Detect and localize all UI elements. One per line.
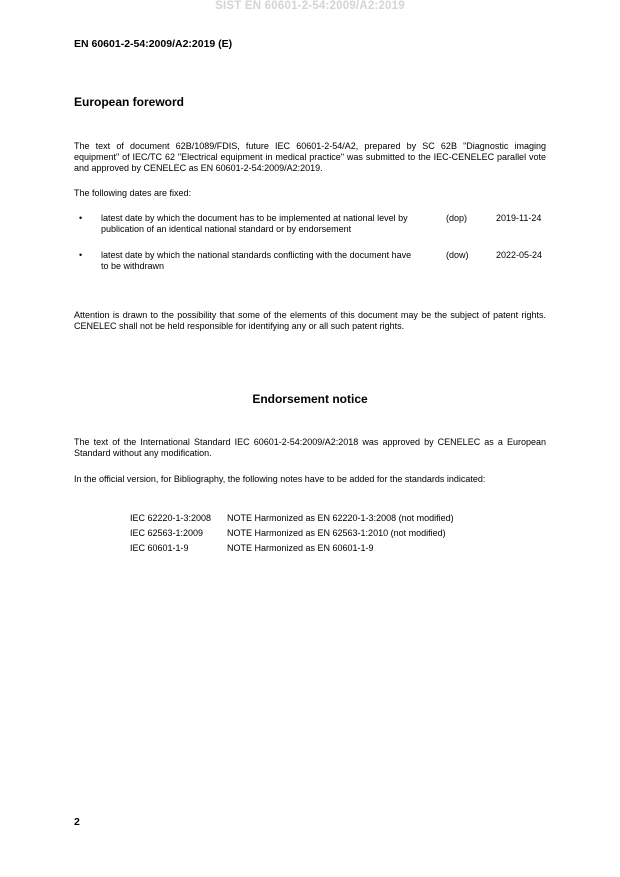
note-standard-ref: IEC 60601-1-9 xyxy=(130,543,189,553)
foreword-intro: The text of document 62B/1089/FDIS, future IEC 60601-2-54/A2, prepared by SC 62B "Diagnostic imaging equipment" of IEC/TC 62 "Electrical equipment in medical practice" was submitted to the IEC-CENELEC parallel vote and approved by CENELEC as EN 60601-2-54:2009/A2:2019. xyxy=(74,141,546,174)
date-item-text: latest date by which the document has to be implemented at national level by publication of an identical national standard or by endorsement xyxy=(101,213,408,234)
document-id: EN 60601-2-54:2009/A2:2019 (E) xyxy=(74,38,233,50)
endorsement-text: The text of the International Standard IEC 60601-2-54:2009/A2:2018 was approved by CENELEC as a European Standard without any modification. xyxy=(74,437,546,459)
bullet-icon: • xyxy=(79,250,83,260)
patent-attention: Attention is drawn to the possibility that some of the elements of this document may be the subject of patent rights. CENELEC shall not be held responsible for identifying any or all such patent rights. xyxy=(74,310,546,332)
date-item-date: 2022-05-24 xyxy=(496,250,543,260)
note-standard-ref: IEC 62563-1:2009 xyxy=(130,528,204,538)
bullet-icon: • xyxy=(79,213,83,223)
date-item-abbr: (dop) xyxy=(446,213,468,223)
note-text: NOTE Harmonized as EN 62563-1:2010 (not modified) xyxy=(227,528,446,538)
dates-intro: The following dates are fixed: xyxy=(74,188,192,198)
note-text: NOTE Harmonized as EN 60601-1-9 xyxy=(227,543,374,553)
note-standard-ref: IEC 62220-1-3:2008 xyxy=(130,513,212,523)
endorsement-heading: Endorsement notice xyxy=(252,392,368,406)
date-item-abbr: (dow) xyxy=(446,250,469,260)
page-number: 2 xyxy=(74,816,80,828)
bibliography-intro: In the official version, for Bibliography, the following notes have to be added for the standards indicated: xyxy=(74,474,486,484)
date-item-date: 2019-11-24 xyxy=(496,213,542,223)
foreword-heading: European foreword xyxy=(74,95,185,109)
note-text: NOTE Harmonized as EN 62220-1-3:2008 (not modified) xyxy=(227,513,454,523)
watermark: SIST EN 60601-2-54:2009/A2:2019 xyxy=(215,0,405,12)
date-item-text: latest date by which the national standards conflicting with the document have to be withdrawn xyxy=(101,250,412,271)
